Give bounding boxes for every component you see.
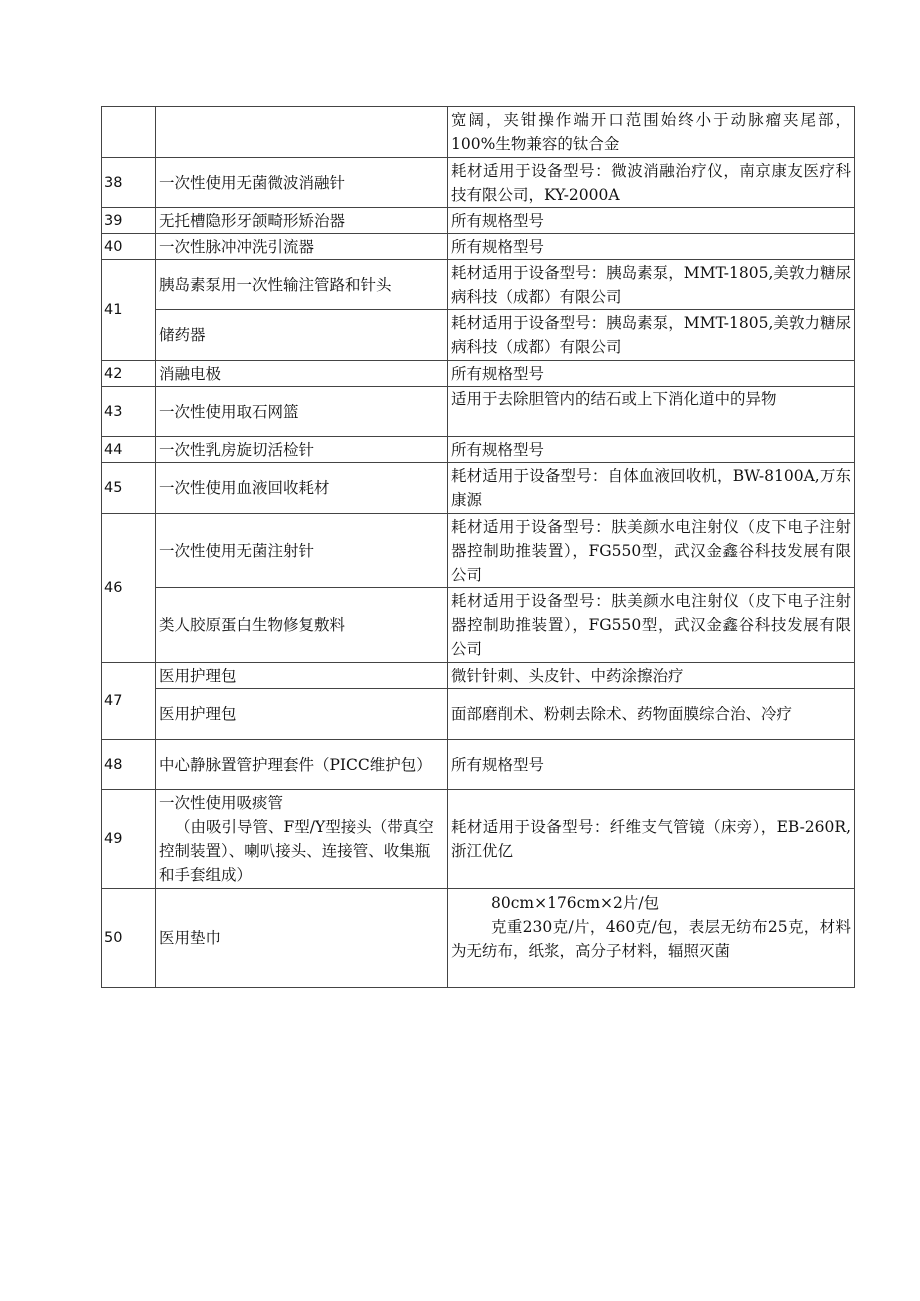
table-row — [102, 208, 855, 234]
item-spec: 耗材适用于设备型号：胰岛素泵，MMT-1805,美敦力糖尿病科技（成都）有限公司 — [448, 260, 855, 310]
row-number: 46 — [102, 514, 156, 663]
item-name-cell — [156, 790, 448, 889]
table-row — [102, 514, 855, 588]
item-spec: 所有规格型号 — [448, 208, 855, 234]
table-row — [102, 437, 855, 463]
item-spec: 耗材适用于设备型号：纤维支气管镜（床旁），EB-260R,浙江优亿 — [448, 790, 855, 889]
row-number: 39 — [102, 208, 156, 234]
row-number: 48 — [102, 740, 156, 790]
table-row — [102, 463, 855, 514]
item-name: 医用护理包 — [156, 663, 448, 689]
item-name: 一次性使用无菌微波消融针 — [156, 158, 448, 208]
item-name: 医用护理包 — [156, 689, 448, 740]
item-spec: 宽阔，夹钳操作端开口范围始终小于动脉瘤夹尾部，100%生物兼容的钛合金 — [448, 107, 855, 158]
row-number: 44 — [102, 437, 156, 463]
item-name: 一次性使用吸痰管 — [159, 794, 284, 812]
item-spec: 所有规格型号 — [448, 361, 855, 387]
row-number: 45 — [102, 463, 156, 514]
table-row — [102, 689, 855, 740]
item-spec: 所有规格型号 — [448, 437, 855, 463]
item-name: 一次性使用无菌注射针 — [156, 514, 448, 588]
row-number: 47 — [102, 663, 156, 740]
table-row — [102, 234, 855, 260]
item-spec-cell — [448, 889, 855, 988]
item-name: 消融电极 — [156, 361, 448, 387]
item-spec: 所有规格型号 — [448, 740, 855, 790]
row-number: 43 — [102, 387, 156, 437]
item-spec: 耗材适用于设备型号：微波消融治疗仪，南京康友医疗科技有限公司，KY-2000A — [448, 158, 855, 208]
item-spec: 适用于去除胆管内的结石或上下消化道中的异物 — [448, 387, 855, 437]
item-spec: 耗材适用于设备型号：胰岛素泵，MMT-1805,美敦力糖尿病科技（成都）有限公司 — [448, 310, 855, 361]
item-name: 类人胶原蛋白生物修复敷料 — [156, 588, 448, 663]
table-row — [102, 387, 855, 437]
item-name — [156, 107, 448, 158]
item-spec: 耗材适用于设备型号：自体血液回收机，BW-8100A,万东康源 — [448, 463, 855, 514]
table-row — [102, 889, 855, 988]
table-row — [102, 361, 855, 387]
product-table — [101, 106, 855, 988]
item-name: 中心静脉置管护理套件（PICC维护包） — [156, 740, 448, 790]
item-spec: 所有规格型号 — [448, 234, 855, 260]
table-row — [102, 663, 855, 689]
item-spec: 微针针刺、头皮针、中药涂擦治疗 — [448, 663, 855, 689]
row-number: 42 — [102, 361, 156, 387]
row-number: 50 — [102, 889, 156, 988]
item-spec: 耗材适用于设备型号：肤美颜水电注射仪（皮下电子注射器控制助推装置），FG550型，武汉金鑫谷科技发展有限公司 — [448, 514, 855, 588]
item-name: 一次性脉冲冲洗引流器 — [156, 234, 448, 260]
item-spec: 耗材适用于设备型号：肤美颜水电注射仪（皮下电子注射器控制助推装置），FG550型，武汉金鑫谷科技发展有限公司 — [448, 588, 855, 663]
table-row — [102, 260, 855, 310]
table-row — [102, 588, 855, 663]
item-name-detail: （由吸引导管、F型/Y型接头（带真空控制装置）、喇叭接头、连接管、收集瓶和手套组成） — [159, 818, 434, 884]
row-number: 41 — [102, 260, 156, 361]
row-number: 38 — [102, 158, 156, 208]
item-name: 胰岛素泵用一次性输注管路和针头 — [156, 260, 448, 310]
item-name: 储药器 — [156, 310, 448, 361]
item-name: 一次性使用取石网篮 — [156, 387, 448, 437]
table-row — [102, 310, 855, 361]
item-name: 一次性使用血液回收耗材 — [156, 463, 448, 514]
row-number: 49 — [102, 790, 156, 889]
item-name: 无托槽隐形牙颌畸形矫治器 — [156, 208, 448, 234]
item-spec: 80cm×176cm×2片/包 — [491, 894, 660, 912]
row-number — [102, 107, 156, 158]
table-row — [102, 158, 855, 208]
table-row — [102, 790, 855, 889]
row-number: 40 — [102, 234, 156, 260]
item-spec-detail: 克重230克/片，460克/包，表层无纺布25克，材料为无纺布，纸浆，高分子材料，辐照灭菌 — [451, 918, 851, 960]
item-name: 一次性乳房旋切活检针 — [156, 437, 448, 463]
table-row — [102, 740, 855, 790]
item-name: 医用垫巾 — [156, 889, 448, 988]
table-row — [102, 107, 855, 158]
item-spec: 面部磨削术、粉刺去除术、药物面膜综合治、冷疗 — [448, 689, 855, 740]
